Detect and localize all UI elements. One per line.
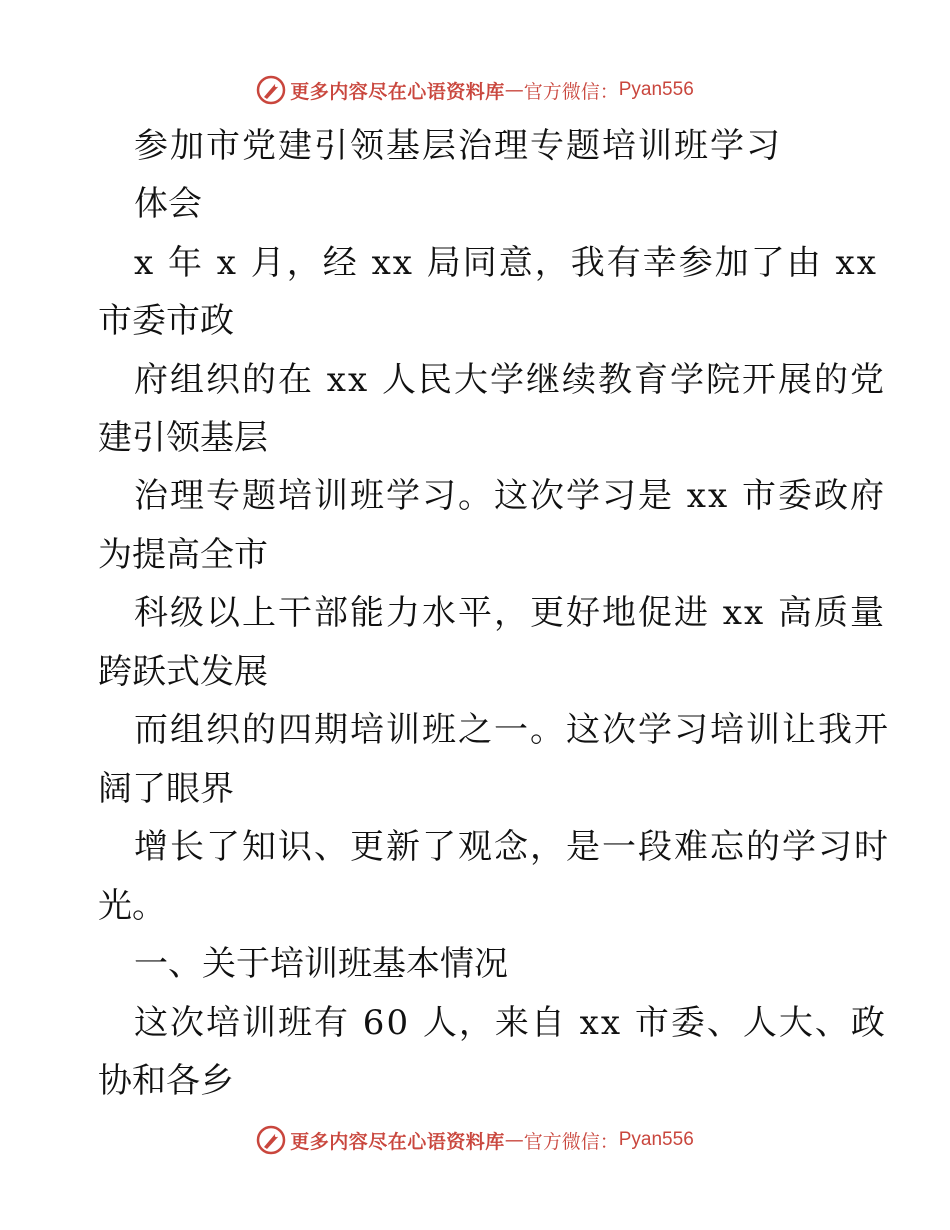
paragraph-line: 治理专题培训班学习。这次学习是 xx 市委政府 xyxy=(134,476,886,516)
document-title-line-1: 参加市党建引领基层治理专题培训班学习 xyxy=(134,126,782,166)
watermark-site-text: 更多内容尽在心语资料库 xyxy=(290,1130,505,1153)
paragraph-line: 市委市政 xyxy=(98,301,234,341)
watermark-dash: — xyxy=(504,79,524,101)
paragraph-line: 这次培训班有 60 人，来自 xx 市委、人大、政 xyxy=(134,1003,887,1043)
watermark-wechat-label: 官方微信： xyxy=(523,1130,619,1153)
paragraph-line: 科级以上干部能力水平，更好地促进 xx 高质量 xyxy=(134,593,886,633)
watermark-dash: — xyxy=(504,1129,524,1151)
paragraph-line: 而组织的四期培训班之一。这次学习培训让我开 xyxy=(134,710,890,750)
pen-nib-icon xyxy=(256,75,286,105)
paragraph-line: 增长了知识、更新了观念，是一段难忘的学习时 xyxy=(134,827,890,867)
paragraph-line: 跨跃式发展 xyxy=(98,652,268,692)
watermark-wechat-label: 官方微信： xyxy=(523,80,619,103)
footer-watermark-banner xyxy=(0,1120,950,1160)
section-heading: 一、关于培训班基本情况 xyxy=(134,944,508,984)
watermark-wechat-id: Pyan556 xyxy=(618,1129,694,1150)
paragraph-line: 建引领基层 xyxy=(98,418,268,458)
paragraph-line: 光。 xyxy=(98,886,166,926)
paragraph-line: 为提高全市 xyxy=(98,535,268,575)
document-title-line-2: 体会 xyxy=(134,184,202,224)
header-watermark-banner xyxy=(0,70,950,110)
paragraph-line: 阔了眼界 xyxy=(98,769,234,809)
paragraph-line: x 年 x 月，经 xx 局同意，我有幸参加了由 xx xyxy=(134,243,878,283)
paragraph-line: 府组织的在 xx 人民大学继续教育学院开展的党 xyxy=(134,360,886,400)
watermark-wechat-id: Pyan556 xyxy=(618,79,694,100)
pen-nib-icon xyxy=(256,1125,286,1155)
watermark-site-text: 更多内容尽在心语资料库 xyxy=(290,80,505,103)
paragraph-line: 协和各乡 xyxy=(98,1061,234,1101)
